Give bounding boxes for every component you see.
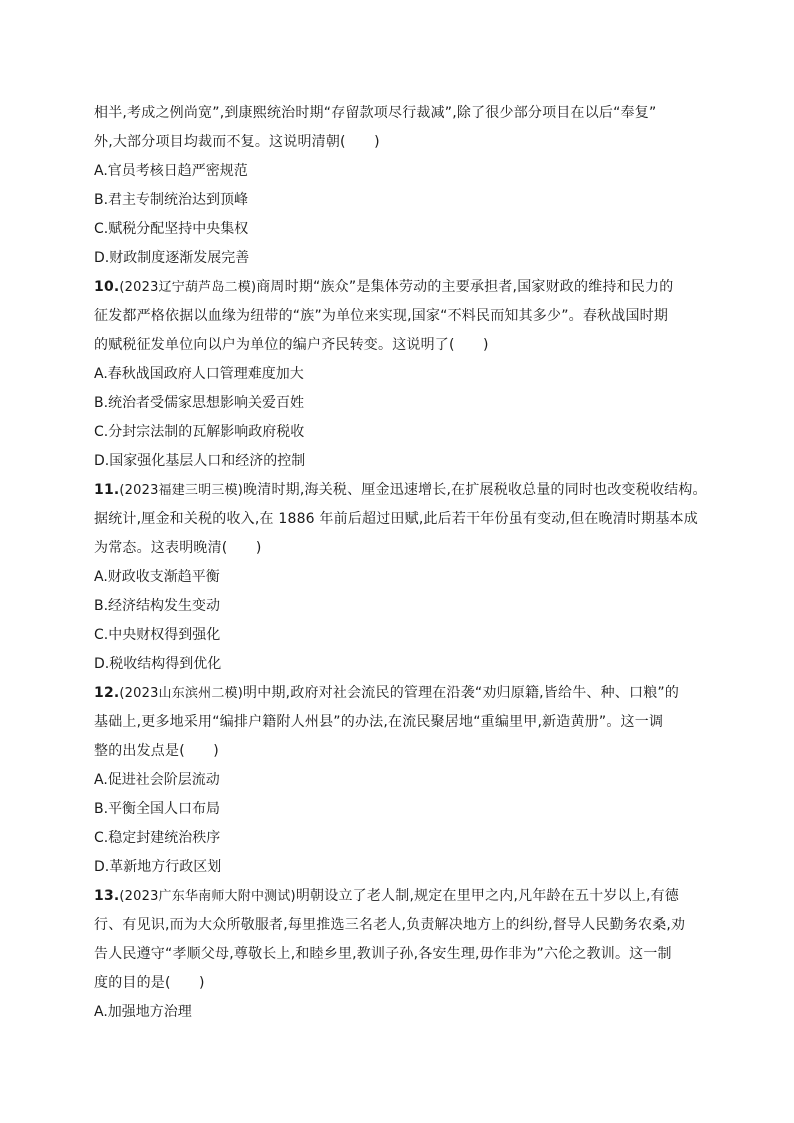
question-10	[94, 273, 714, 476]
option-b: B.经济结构发生变动	[94, 598, 221, 614]
question-stem-line: 相半,考成之例尚宽”,到康熙统治时期“存留款项尽行裁减”,除了很少部分项目在以后“奉复”	[94, 105, 657, 121]
question-first-line	[94, 476, 714, 505]
question-9	[94, 99, 714, 273]
option-d: D.财政制度逐渐发展完善	[94, 250, 250, 266]
option-c: C.赋税分配坚持中央集权	[94, 221, 249, 237]
question-stem-text: 晚清时期,海关税、厘金迅速增长,在扩展税收总量的同时也改变税收结构。	[243, 482, 707, 498]
option-d: D.国家强化基层人口和经济的控制	[94, 453, 306, 469]
question-stem-text: 明朝设立了老人制,规定在里甲之内,凡年龄在五十岁以上,有德	[295, 888, 679, 904]
option-c: C.稳定封建统治秩序	[94, 830, 221, 846]
question-stem-line: 告人民遵守“孝顺父母,尊敬长上,和睦乡里,教训子孙,各安生理,毋作非为”六伦之教训。这一制	[94, 946, 672, 962]
question-number: 11.	[94, 482, 120, 498]
question-stem-line: 行、有见识,而为大众所敬服者,每里推选三名老人,负责解决地方上的纠纷,督导人民勤务农桑,劝	[94, 917, 686, 933]
question-stem-line: 的赋税征发单位向以户为单位的编户齐民转变。这说明了( )	[94, 337, 489, 353]
option-b: B.君主专制统治达到顶峰	[94, 192, 249, 208]
question-stem-line: 基础上,更多地采用“编排户籍附人州县”的办法,在流民聚居地“重编里甲,新造黄册”。这一调	[94, 714, 664, 730]
question-source: (2023辽宁葫芦岛二模)	[119, 280, 257, 295]
question-source: (2023山东滨州二模)	[119, 686, 244, 701]
option-d: D.革新地方行政区划	[94, 859, 222, 875]
option-b: B.平衡全国人口布局	[94, 801, 221, 817]
question-stem-line: 为常态。这表明晚清( )	[94, 540, 262, 556]
option-d: D.税收结构得到优化	[94, 656, 222, 672]
question-stem-line: 据统计,厘金和关税的收入,在 1886 年前后超过田赋,此后若干年份虽有变动,但在晚清时期基本成	[94, 511, 698, 527]
question-source: (2023广东华南师大附中测试)	[119, 889, 296, 904]
question-number: 12.	[94, 685, 120, 701]
question-number: 13.	[94, 888, 120, 904]
option-a: A.官员考核日趋严密规范	[94, 163, 248, 179]
question-stem-line: 度的目的是( )	[94, 975, 205, 991]
question-12	[94, 679, 714, 882]
option-c: C.中央财权得到强化	[94, 627, 221, 643]
question-stem-line: 征发都严格依据以血缘为纽带的“族”为单位来实现,国家“不料民而知其多少”。春秋战国时期	[94, 308, 669, 324]
question-first-line	[94, 273, 714, 302]
question-stem-text: 明中期,政府对社会流民的管理在沿袭“劝归原籍,皆给牛、种、口粮”的	[243, 685, 680, 701]
question-stem-line: 整的出发点是( )	[94, 743, 219, 759]
question-13	[94, 882, 714, 1027]
question-stem-text: 商周时期“族众”是集体劳动的主要承担者,国家财政的维持和民力的	[256, 279, 674, 295]
option-a: A.财政收支渐趋平衡	[94, 569, 220, 585]
option-a: A.春秋战国政府人口管理难度加大	[94, 366, 304, 382]
option-c: C.分封宗法制的瓦解影响政府税收	[94, 424, 305, 440]
question-source: (2023福建三明三模)	[119, 483, 244, 498]
option-b: B.统治者受儒家思想影响关爱百姓	[94, 395, 305, 411]
question-11	[94, 476, 714, 679]
question-first-line	[94, 882, 714, 911]
question-first-line	[94, 679, 714, 708]
option-a: A.促进社会阶层流动	[94, 772, 220, 788]
option-a: A.加强地方治理	[94, 1004, 192, 1020]
question-stem-line: 外,大部分项目均裁而不复。这说明清朝( )	[94, 134, 380, 150]
question-list	[94, 99, 714, 1027]
question-number: 10.	[94, 279, 120, 295]
